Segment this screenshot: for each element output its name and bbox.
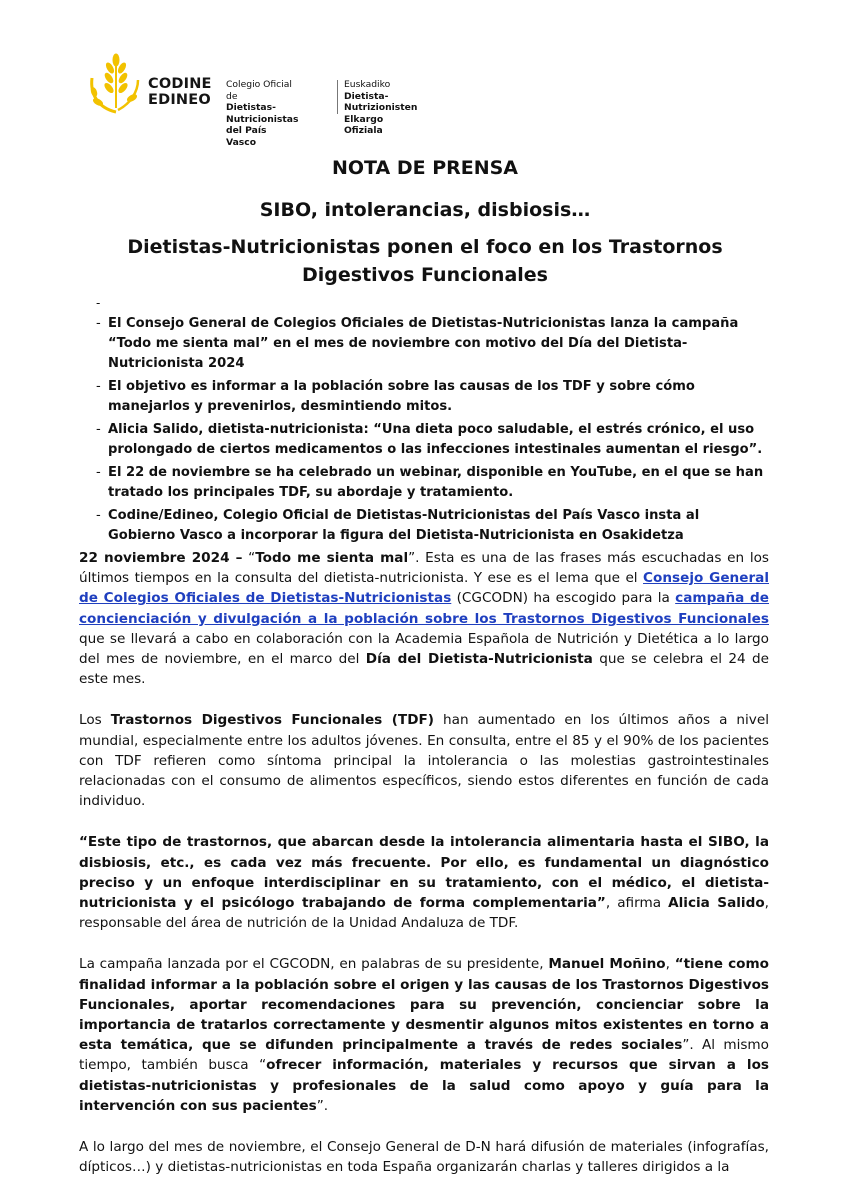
org-eu-line-3: Elkargo Ofiziala bbox=[344, 113, 384, 136]
key-points-list bbox=[96, 297, 768, 546]
text: “ bbox=[242, 550, 256, 566]
text: , responsable del área de nutrición de la Unidad Andaluza de TDF. bbox=[79, 895, 769, 932]
org-eu-line-1: Euskadiko bbox=[344, 79, 391, 90]
salido-quote: “Este tipo de trastornos, que abarcan desde la intolerancia alimentaria hasta el SIBO, la disbiosis, etc., es cada vez más frecuente. Por ello, es fundamental un diagnóstico preciso y un enfoque interdisciplinar en su tratamiento, con el médico, el dietista-nutricionista y el psicólogo trabajando de forma complementaria” bbox=[79, 834, 769, 912]
monino-quote-2: ofrecer información, materiales y recursos que sirvan a los dietistas-nutricionistas y profesionales de la salud como apoyo y guía para la intervención con sus pacientes bbox=[79, 1057, 769, 1114]
text: (CGCODN) ha escogido para la bbox=[451, 590, 676, 607]
dash: - bbox=[96, 508, 101, 523]
monino-quote-1: “tiene como finalidad informar a la población sobre el origen y las causas de los Trastornos Digestivos Funcionales, aportar recomendaciones para su prevención, concienciar sobre la importancia de tratarlos correctamente y desmentir algunos mitos existentes en torno a esta temática, que se difunden principalmente a través de redes sociales bbox=[79, 956, 769, 1054]
text: Los bbox=[79, 712, 111, 729]
salido-name: Alicia Salido bbox=[668, 895, 765, 912]
paragraph-activities bbox=[79, 1137, 769, 1177]
text: La campaña lanzada por el CGCODN, en palabras de su presidente, bbox=[79, 956, 549, 973]
text: , afirma bbox=[605, 895, 669, 912]
org-es-line-3: del País Vasco bbox=[226, 125, 267, 148]
press-release-label: NOTA DE PRENSA bbox=[331, 157, 519, 179]
brand-line-2: EDINEO bbox=[148, 92, 211, 108]
subheadline: Dietistas-Nutricionistas ponen el foco en los Trastornos Digestivos Funcionales bbox=[127, 236, 723, 286]
cgcodn-link[interactable]: Consejo General de Colegios Oficiales de Dietistas-Nutricionistas bbox=[79, 570, 769, 607]
org-name-eu bbox=[344, 79, 417, 137]
headline: SIBO, intolerancias, disbiosis… bbox=[259, 199, 591, 221]
text: han aumentado en los últimos años a nivel mundial, especialmente entre los adultos jóvenes. En consulta, entre el 85 y el 90% de los pacientes con TDF refieren como síntoma principal la intolerancia o las molestias gastrointestinales relacionadas con el consumo de alimentos específicos, siendo estos diferentes en función de cada individuo. bbox=[79, 712, 769, 810]
paragraph-tdf bbox=[79, 710, 769, 811]
list-item-text: Codine/Edineo, Colegio Oficial de Dietistas-Nutricionistas del País Vasco insta al Gobierno Vasco a incorporar la figura del Dietista-Nutricionista en Osakidetza bbox=[108, 508, 700, 543]
dash: - bbox=[96, 316, 101, 331]
dateline: 22 noviembre 2024 – bbox=[79, 550, 243, 566]
org-es-line-1: Colegio Oficial de bbox=[226, 79, 292, 102]
list-item bbox=[96, 463, 768, 503]
title-block bbox=[100, 155, 750, 289]
day-name: Día del Dietista-Nutricionista bbox=[365, 651, 593, 668]
monino-name: Manuel Moñino bbox=[548, 956, 666, 973]
list-item bbox=[96, 506, 768, 546]
paragraph-monino bbox=[79, 954, 769, 1116]
empty-bullet: - bbox=[96, 296, 101, 310]
dash: - bbox=[96, 422, 101, 437]
text: , bbox=[665, 956, 675, 973]
campaign-link[interactable]: campaña de concienciación y divulgación a la población sobre los Trastornos Digestivos Funcionales bbox=[79, 590, 769, 627]
list-item-text: El Consejo General de Colegios Oficiales de Dietistas-Nutricionistas lanza la campaña “Todo me sienta mal” en el mes de noviembre con motivo del Día del Dietista-Nutricionista 2024 bbox=[108, 316, 739, 371]
list-item-text: Alicia Salido, dietista-nutricionista: “Una dieta poco saludable, el estrés crónico, el uso prolongado de ciertos medicamentos o las infecciones intestinales aumentan el riesgo”. bbox=[108, 422, 763, 457]
text: ”. Esta es una de las frases más escuchadas en los últimos tiempos en la consulta del dietista-nutricionista. Y ese es el lema que el bbox=[79, 550, 769, 587]
list-item bbox=[96, 420, 768, 460]
article-body bbox=[79, 548, 769, 1198]
text: ”. Al mismo tiempo, también busca “ bbox=[79, 1037, 769, 1074]
list-item bbox=[96, 314, 768, 374]
paragraph-quote-salido bbox=[79, 832, 769, 933]
text: que se celebra el 24 de este mes. bbox=[79, 651, 769, 688]
brand-line-1: CODINE bbox=[148, 76, 212, 92]
text: ”. bbox=[316, 1097, 329, 1114]
tdf-term: Trastornos Digestivos Funcionales (TDF) bbox=[110, 712, 434, 729]
header-divider bbox=[337, 80, 338, 114]
org-eu-line-2: Dietista-Nutrizionisten bbox=[344, 90, 418, 113]
paragraph-intro bbox=[79, 548, 769, 689]
org-name-es bbox=[226, 79, 298, 148]
campaign-slogan: Todo me sienta mal bbox=[255, 550, 409, 566]
list-item-text: El 22 de noviembre se ha celebrado un webinar, disponible en YouTube, en el que se han tratado los principales TDF, su abordaje y tratamiento. bbox=[108, 465, 764, 500]
text: A lo largo del mes de noviembre, el Consejo General de D-N hará difusión de materiales (infografías, dípticos…) y dietistas-nutricionistas en toda España organizarán charlas y talleres dirigidos a la bbox=[79, 1139, 769, 1176]
brand-name bbox=[148, 76, 212, 108]
org-es-line-2: Dietistas-Nutricionistas bbox=[226, 102, 299, 125]
list-item bbox=[96, 377, 768, 417]
dash: - bbox=[96, 379, 101, 394]
wheat-logo-icon bbox=[86, 52, 146, 118]
dash: - bbox=[96, 465, 101, 480]
list-item-text: El objetivo es informar a la población sobre las causas de los TDF y sobre cómo manejarlos y prevenirlos, desmintiendo mitos. bbox=[108, 379, 695, 414]
text: que se llevará a cabo en colaboración con la Academia Española de Nutrición y Dietética a lo largo del mes de noviembre, en el marco del bbox=[79, 630, 769, 668]
